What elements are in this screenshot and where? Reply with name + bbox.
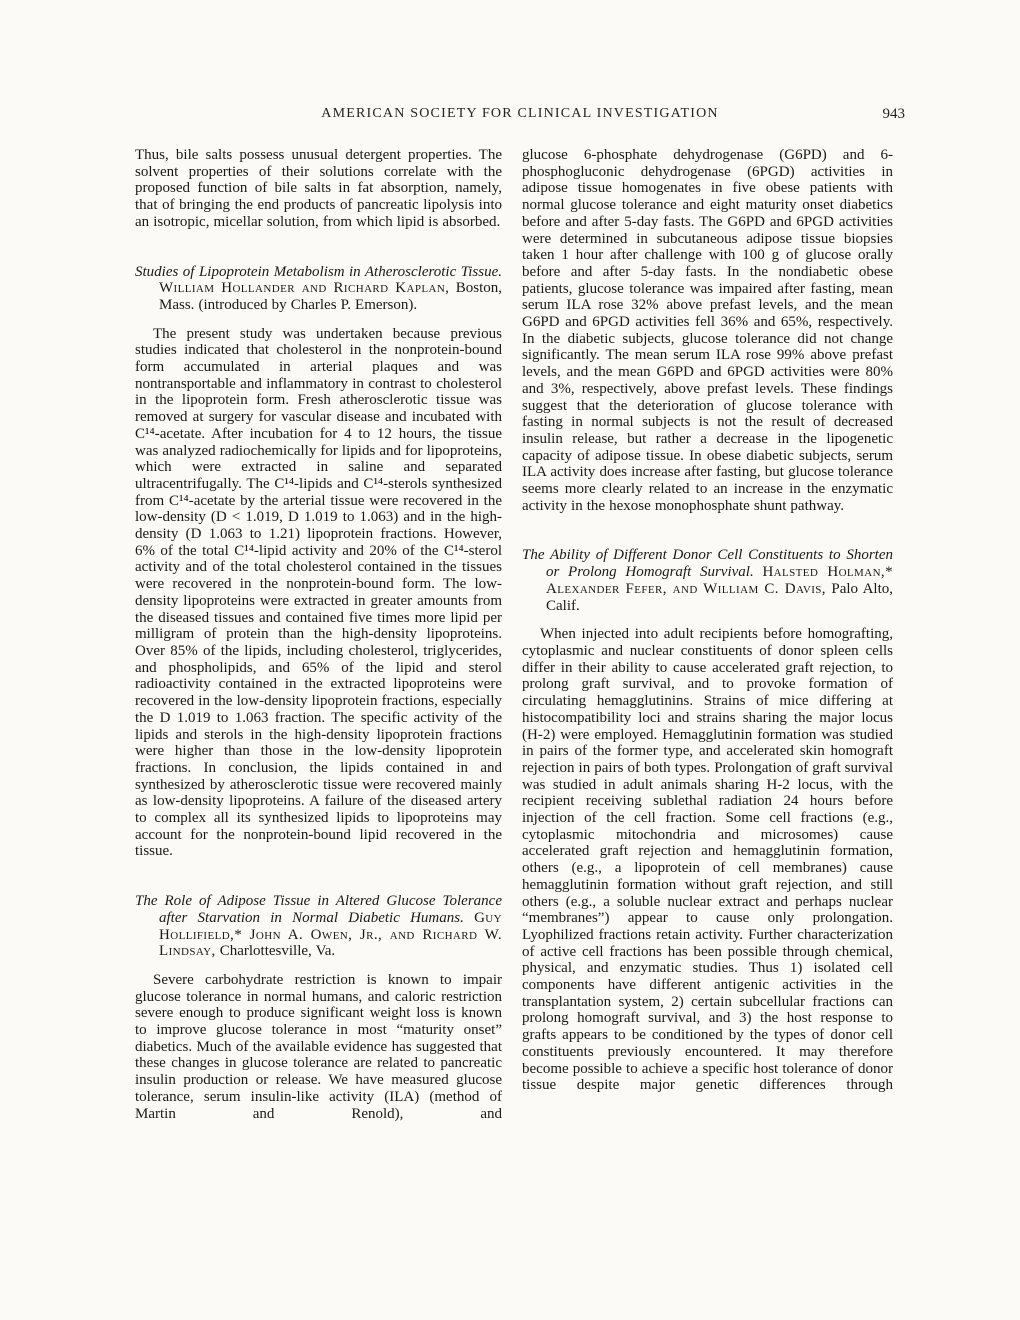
page-number: 943 <box>882 106 905 122</box>
abstract-location: Palo Alto, Calif. <box>546 580 893 614</box>
continuation-paragraph-bile-salts: Thus, bile salts possess unusual detergent properties. The solvent properties of their solutions correlate with the proposed function of bile salts in fat absorption, namely, that of bringing the end products of pancreatic lipolysis into an isotropic, micellar solution, from which lipid is absorbed. <box>135 147 502 230</box>
abstract-authors: Halsted Holman,* Alexander Fefer, and William C. Davis, <box>546 564 893 597</box>
abstract-location: Charlottesville, Va. <box>219 943 336 960</box>
abstract-title: Studies of Lipoprotein Metabolism in Atherosclerotic Tissue. <box>135 263 502 280</box>
abstract-heading-lipoprotein-metabolism <box>135 264 502 314</box>
running-head: AMERICAN SOCIETY FOR CLINICAL INVESTIGATION <box>321 106 719 121</box>
abstract-authors: Guy Hollifield,* John A. Owen, Jr., and Richard W. Lindsay, <box>159 909 502 960</box>
abstract-body-adipose-tissue: Severe carbohydrate restriction is known to impair glucose tolerance in normal humans, and caloric restriction severe enough to produce significant weight loss is known to improve glucose tolerance in most “maturity onset” diabetics. Much of the available evidence has suggested that these changes in glucose tolerance are related to pancreatic insulin production or release. We have measured glucose tolerance, serum insulin-like activity (ILA) (method of Martin and Renold), and <box>135 971 502 1122</box>
abstract-body-donor-cell-constituents: When injected into adult recipients before homografting, cytoplasmic and nuclear constituents of donor spleen cells differ in their ability to cause accelerated graft rejection, to prolong graft survival, and to provoke formation of circulating hemagglutinins. Strains of mice differing at histocompatibility loci and strains sharing the major locus (H-2) were employed. Hemagglutinin formation was studied in pairs of the former type, and accelerated skin homograft rejection in pairs of both types. Prolongation of graft survival was studied in adult animals sharing H-2 locus, with the recipient receiving sublethal radiation 24 hours before injection of the cell fraction. Some cell fractions (e.g., cytoplasmic mitochondria and microsomes) cause accelerated graft rejection and hemagglutinin formation, others (e.g., a lipoprotein of cell membranes) cause hemagglutinin formation without graft rejection, and still others (e.g., a soluble nuclear extract and perhaps nuclear “membranes”) appear to cause only prolongation. Lyophilized fractions retain activity. Further characterization of active cell fractions has been possible through chemical, physical, and enzymatic studies. Thus 1) isolated cell components have different antigenic activities in the transplantation system, 2) certain subcellular fractions can prolong homograft survival, and 3) the host response to grafts appears to be conditioned by the types of donor cell constituents previously encountered. It may therefore become possible to achieve a specific host tolerance of donor tissue despite major genetic differences through <box>522 626 893 1094</box>
abstract-title: The Ability of Different Donor Cell Constituents to Shorten or Prolong Homograft Survival. <box>522 547 893 581</box>
abstract-location: Boston, Mass. (introduced by Charles P. Emerson). <box>159 280 502 313</box>
abstract-body-lipoprotein-metabolism: The present study was undertaken because previous studies indicated that cholesterol in the nonprotein-bound form accumulated in arterial plaques and was nontransportable and inflammatory in contrast to cholesterol in the lipoprotein form. Fresh atherosclerotic tissue was removed at surgery for vascular disease and incubated with C¹⁴-acetate. After incubation for 4 to 12 hours, the tissue was analyzed radiochemically for lipids and for lipoproteins, which were extracted in saline and separated ultracentrifugally. The C¹⁴-lipids and C¹⁴-sterols synthesized from C¹⁴-acetate by the arterial tissue were recovered in the low-density (D < 1.019, D 1.019 to 1.063) and in the high-density (D 1.063 to 1.21) lipoprotein fractions. However, 6% of the total C¹⁴-lipid activity and 20% of the C¹⁴-sterol activity and of the total cholesterol contained in the tissues were recovered in the nonprotein-bound form. The low-density lipoproteins were extracted in greater amounts from the diseased tissues and contained five times more lipid per milligram of protein than the high-density lipoproteins. Over 85% of the lipids, including cholesterol, triglycerides, and phospholipids, and 65% of the lipid and sterol radioactivity contained in the extracted lipoproteins were recovered in the low-density lipoprotein fractions, especially the D 1.019 to 1.063 fraction. The specific activity of the lipids and sterols in the high-density lipoprotein fractions were higher than those in the low-density lipoprotein fractions. In conclusion, the lipids contained in and synthesized by atherosclerotic tissue were recovered mainly as low-density lipoproteins. A failure of the diseased artery to complex all its synthesized lipids to lipoproteins may account for the nonprotein-bound lipid recovered in the tissue. <box>135 325 502 860</box>
right-column <box>522 147 893 1094</box>
abstract-heading-donor-cell-constituents <box>522 547 893 614</box>
left-column <box>135 147 502 1122</box>
page-header <box>135 106 905 126</box>
continuation-paragraph-g6pd: glucose 6-phosphate dehydrogenase (G6PD) and 6-phosphogluconic dehydrogenase (6PGD) activities in adipose tissue homogenates in five obese patients with normal glucose tolerance and eight maturity onset diabetics before and after 5-day fasts. The G6PD and 6PGD activities were determined in subcutaneous adipose tissue biopsies taken 1 hour after challenge with 100 g of glucose orally before and after 5-day fasts. In the nondiabetic obese patients, glucose tolerance was impaired after fasting, mean serum ILA rose 32% above prefast levels, and the mean G6PD and 6PGD activities fell 36% and 65%, respectively. In the diabetic subjects, glucose tolerance did not change significantly. The mean serum ILA rose 99% above prefast levels, and the mean G6PD and 6PGD activities were 80% and 3%, respectively, above prefast levels. These findings suggest that the deterioration of glucose tolerance with fasting in normal subjects is not the result of decreased insulin release, but rather a decrease in the lipogenetic capacity of adipose tissue. In obese diabetic subjects, serum ILA activity does increase after fasting, but glucose tolerance seems more clearly related to an increase in the enzymatic activity in the hexose monophosphate shunt pathway. <box>522 147 893 514</box>
abstract-heading-adipose-tissue <box>135 893 502 960</box>
abstract-authors: William Hollander and Richard Kaplan, <box>159 280 450 297</box>
abstract-title: The Role of Adipose Tissue in Altered Glucose Tolerance after Starvation in Normal Diabetic Humans. <box>135 893 502 926</box>
